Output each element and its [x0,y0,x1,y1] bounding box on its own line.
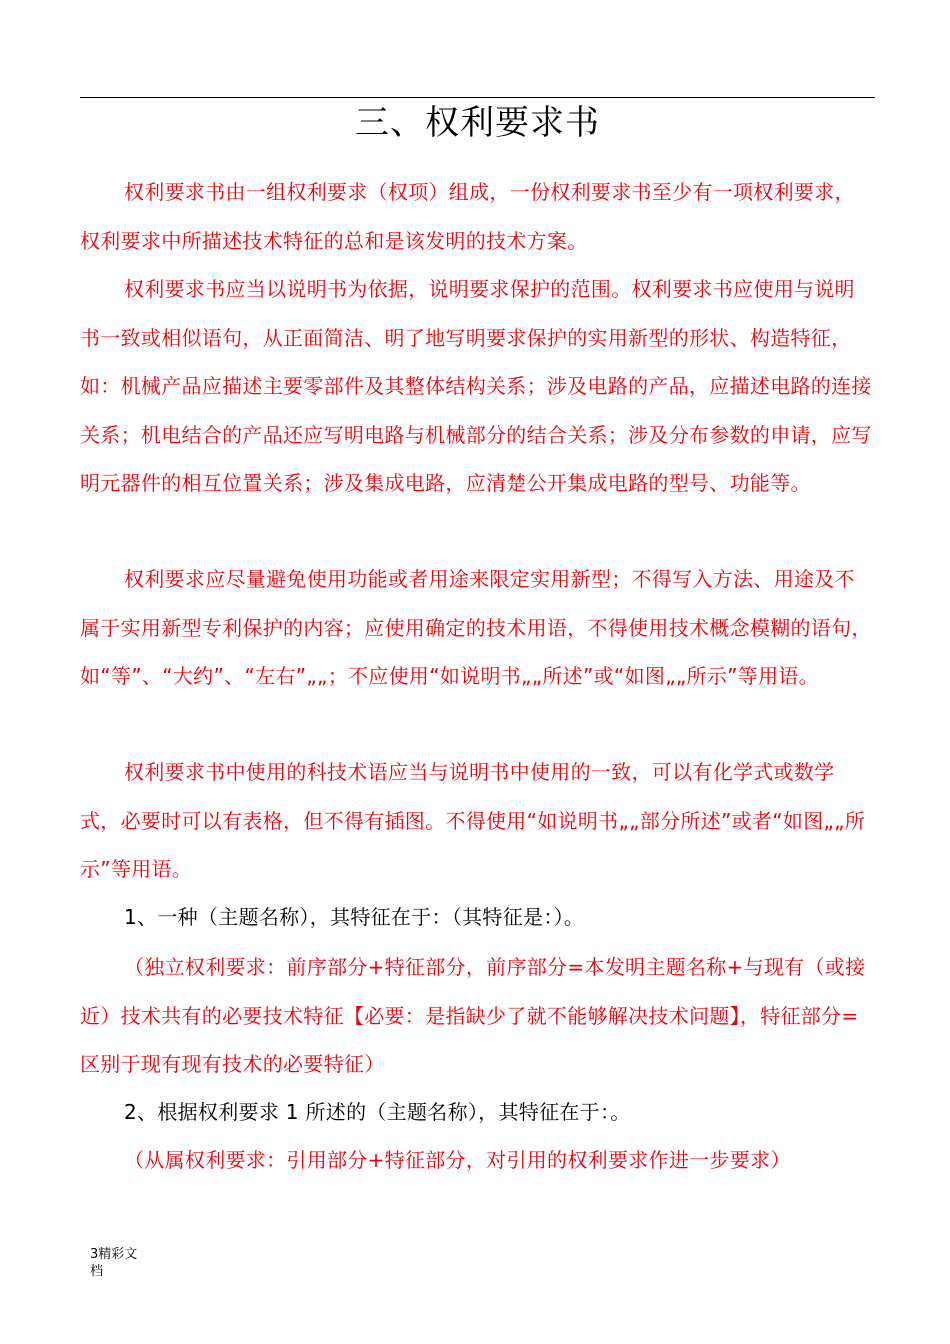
page-footer: 3精彩文档 [90,1247,138,1279]
paragraph-claims-restrictions: 权利要求应尽量避免使用功能或者用途来限定实用新型；不得写入方法、用途及不属于实用新型专利保护的内容；应使用确定的技术用语，不得使用技术概念模糊的语句，如“等”、“大约”、“左右”„„；不应使用“如说明书„„所述”或“如图„„所示”等用语。 [80,567,872,688]
page-title: 三、权利要求书 [355,103,600,143]
claim-1-note: （独立权利要求：前序部分+特征部分，前序部分=本发明主题名称+与现有（或接近）技术共有的必要技术特征【必要：是指缺少了就不能够解决技术问题】，特征部分=区别于现有现有技术的必要特征） [80,955,866,1076]
paragraph-claims-basis: 权利要求书应当以说明书为依据，说明要求保护的范围。权利要求书应使用与说明书一致或相似语句，从正面简洁、明了地写明要求保护的实用新型的形状、构造特征，如：机械产品应描述主要零部件及其整体结构关系；涉及电路的产品，应描述电路的连接关系；机电结合的产品还应写明电路与机械部分的结合关系；涉及分布参数的申请，应写明元器件的相互位置关系；涉及集成电路，应清楚公开集成电路的型号、功能等。 [80,277,872,495]
claim-2-template: 2、根据权利要求 1 所述的（主题名称），其特征在于：。 [124,1100,631,1124]
claim-2-note: （从属权利要求：引用部分+特征部分，对引用的权利要求作进一步要求） [124,1148,791,1172]
paragraph-claims-definition: 权利要求书由一组权利要求（权项）组成，一份权利要求书至少有一项权利要求，权利要求中所描述技术特征的总和是该发明的技术方案。 [80,180,855,253]
claim-1-template: 1、一种（主题名称），其特征在于：（其特征是：）。 [124,905,585,929]
paragraph-claims-terminology: 权利要求书中使用的科技术语应当与说明书中使用的一致，可以有化学式或数学式，必要时可以有表格，但不得有插图。不得使用“如说明书„„部分所述”或者“如图„„所示”等用语。 [80,760,866,881]
header-rule [80,97,875,98]
